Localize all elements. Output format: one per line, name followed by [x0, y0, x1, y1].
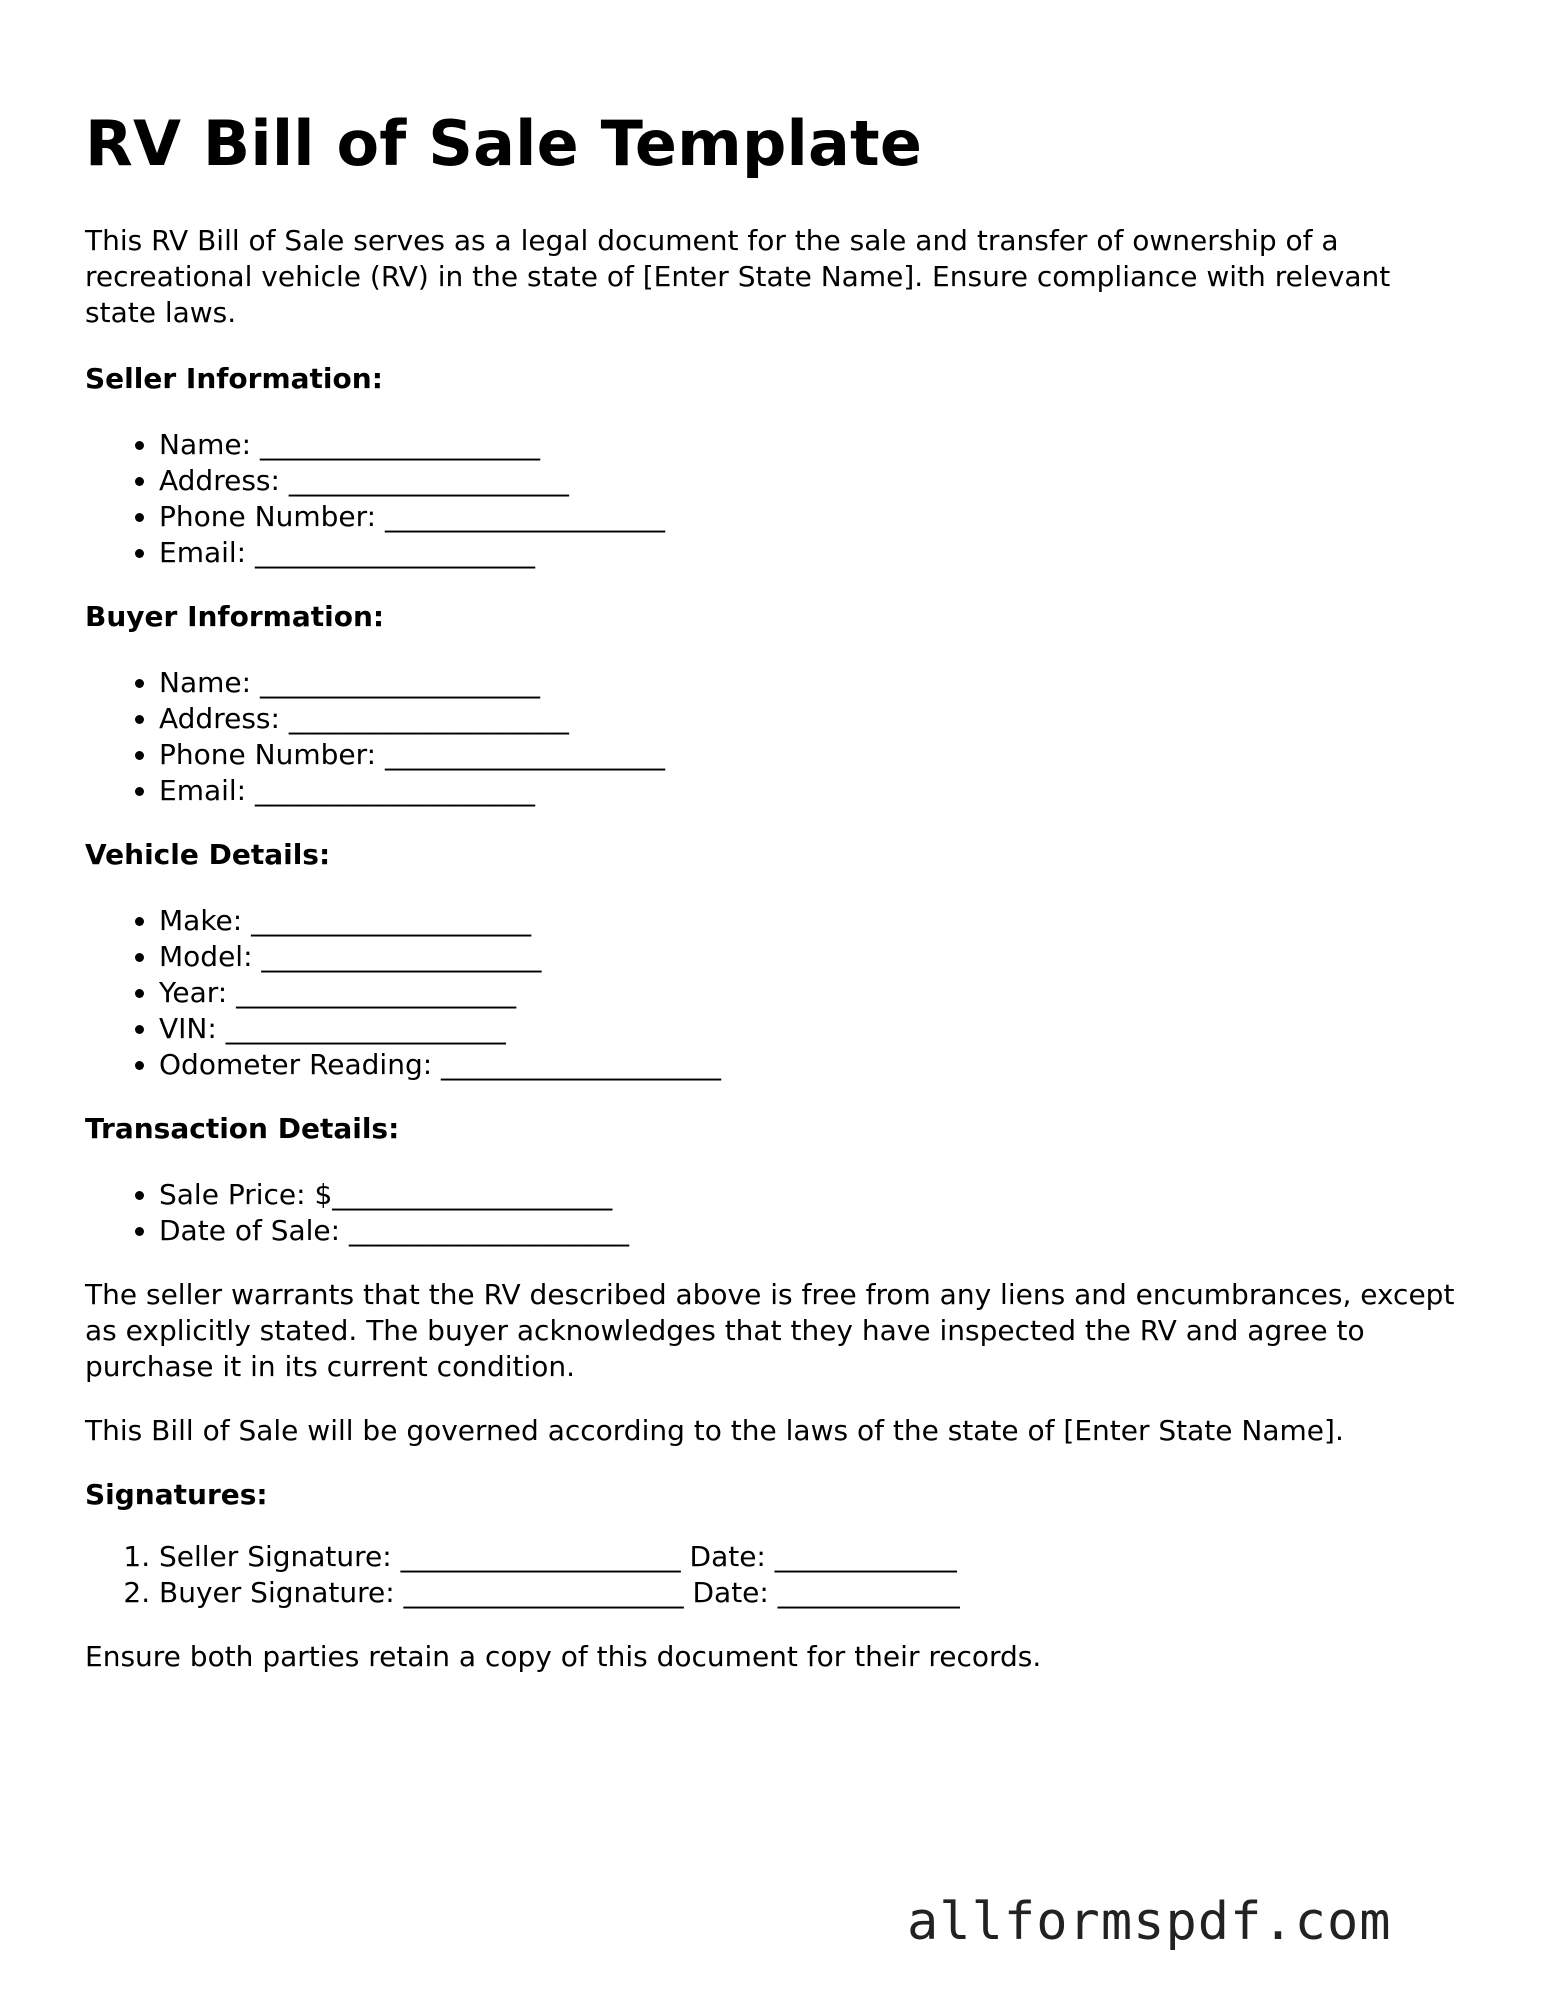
seller-list	[85, 427, 1465, 571]
vehicle-make-field[interactable]: • Make: ____________________	[159, 903, 1465, 939]
buyer-phone-field[interactable]: • Phone Number: ____________________	[159, 737, 1465, 773]
buyer-signature-field[interactable]: 2. Buyer Signature: ____________________ Date: _____________	[159, 1575, 1465, 1611]
signatures-heading: Signatures:	[85, 1478, 268, 1511]
buyer-name-field[interactable]: • Name: ____________________	[159, 665, 1465, 701]
watermark-text: allformspdf.com	[907, 1892, 1392, 1952]
vehicle-odometer-field[interactable]: • Odometer Reading: ____________________	[159, 1047, 1465, 1083]
seller-signature-field[interactable]: 1. Seller Signature: ____________________ Date: _____________	[159, 1539, 1465, 1575]
buyer-address-field[interactable]: • Address: ____________________	[159, 701, 1465, 737]
signatures-list	[85, 1539, 1465, 1611]
seller-email-field[interactable]: • Email: ____________________	[159, 535, 1465, 571]
governing-law-paragraph: This Bill of Sale will be governed according to the laws of the state of [Enter State Name].	[85, 1414, 1344, 1447]
vehicle-list	[85, 903, 1465, 1083]
seller-name-field[interactable]: • Name: ____________________	[159, 427, 1465, 463]
seller-heading: Seller Information:	[85, 362, 383, 395]
page-title: RV Bill of Sale Template	[85, 107, 923, 180]
seller-phone-field[interactable]: • Phone Number: ____________________	[159, 499, 1465, 535]
date-of-sale-field[interactable]: • Date of Sale: ____________________	[159, 1213, 1465, 1249]
intro-paragraph: This RV Bill of Sale serves as a legal document for the sale and transfer of ownership of a recreational vehicle (RV) in the state of [Enter State Name]. Ensure compliance with relevant state laws.	[85, 224, 1391, 329]
warranty-paragraph: The seller warrants that the RV described above is free from any liens and encumbrances, except as explicitly stated. The buyer acknowledges that they have inspected the RV and agree to purchase it in its current condition.	[85, 1278, 1455, 1383]
buyer-heading: Buyer Information:	[85, 600, 385, 633]
transaction-heading: Transaction Details:	[85, 1112, 400, 1145]
buyer-list	[85, 665, 1465, 809]
transaction-list	[85, 1177, 1465, 1249]
sale-price-field[interactable]: • Sale Price: $____________________	[159, 1177, 1465, 1213]
closing-paragraph: Ensure both parties retain a copy of this document for their records.	[85, 1640, 1042, 1673]
seller-address-field[interactable]: • Address: ____________________	[159, 463, 1465, 499]
buyer-email-field[interactable]: • Email: ____________________	[159, 773, 1465, 809]
document-page	[85, 0, 1465, 1675]
vehicle-year-field[interactable]: • Year: ____________________	[159, 975, 1465, 1011]
vehicle-model-field[interactable]: • Model: ____________________	[159, 939, 1465, 975]
vehicle-heading: Vehicle Details:	[85, 838, 331, 871]
vehicle-vin-field[interactable]: • VIN: ____________________	[159, 1011, 1465, 1047]
